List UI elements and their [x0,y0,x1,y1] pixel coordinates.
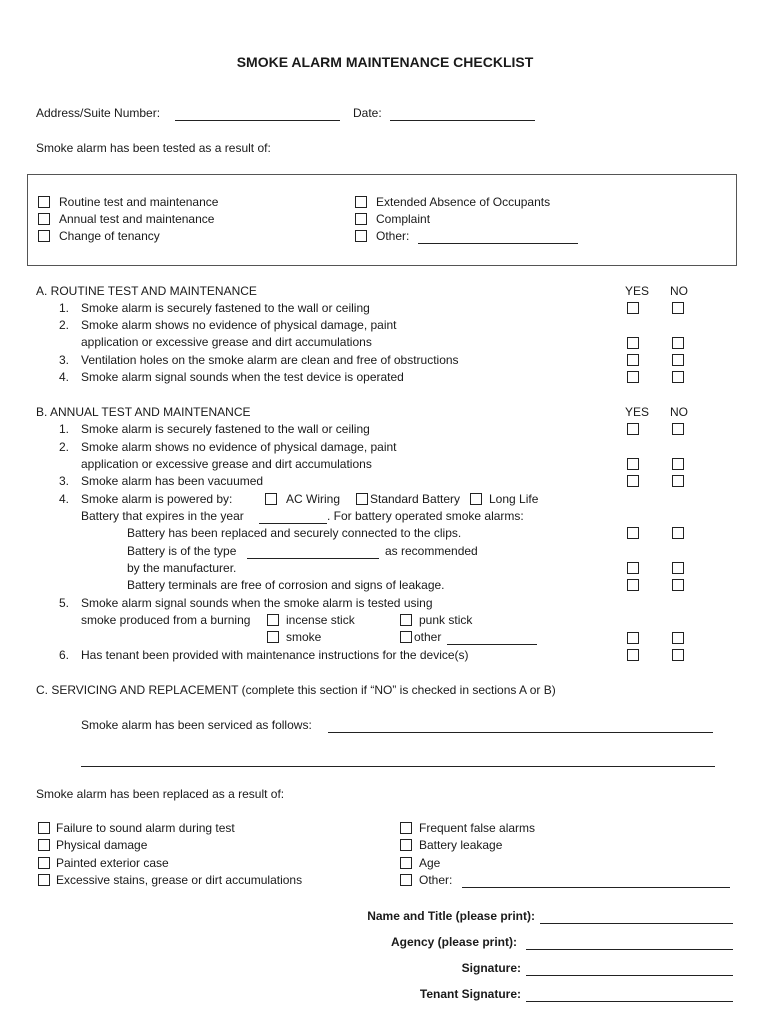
item-number: 2. [59,318,70,332]
battery-leakage-label: Battery leakage [419,838,503,852]
battery-type-label: Battery is of the type [127,544,237,558]
address-field[interactable] [175,120,340,121]
routine-test-checkbox[interactable] [38,196,50,208]
section-c-heading: C. SERVICING AND REPLACEMENT (complete this section if “NO” is checked in sections A or B) [36,683,556,697]
item-number: 1. [59,301,70,315]
other-replacement-label: Other: [419,873,453,887]
by-manufacturer-label: by the manufacturer. [127,561,237,575]
routine-test-label: Routine test and maintenance [59,195,219,209]
complaint-label: Complaint [376,212,431,226]
annual-test-checkbox[interactable] [38,213,50,225]
long-life-checkbox[interactable] [470,493,482,505]
serviced-field[interactable] [328,732,713,733]
item-text: Smoke alarm signal sounds when the test device is operated [81,370,404,384]
punk-stick-checkbox[interactable] [400,614,412,626]
a1-yes-checkbox[interactable] [627,302,639,314]
battery-terminals-label: Battery terminals are free of corrosion and signs of leakage. [127,578,445,592]
change-tenancy-checkbox[interactable] [38,230,50,242]
incense-stick-checkbox[interactable] [267,614,279,626]
replaced-label: Smoke alarm has been replaced as a result of: [36,787,285,801]
item-number: 4. [59,492,70,506]
item-text: Smoke alarm shows no evidence of physical damage, paint [81,440,397,454]
a3-yes-checkbox[interactable] [627,354,639,366]
physical-damage-checkbox[interactable] [38,839,50,851]
item-text: application or excessive grease and dirt accumulations [81,335,372,349]
b6-no-checkbox[interactable] [672,649,684,661]
other-reason-field[interactable] [418,243,578,244]
b3-yes-checkbox[interactable] [627,475,639,487]
change-tenancy-label: Change of tenancy [59,229,160,243]
name-title-label: Name and Title (please print): [367,909,535,923]
item-number: 3. [59,353,70,367]
as-recommended-label: as recommended [385,544,478,558]
standard-battery-label: Standard Battery [370,492,461,506]
false-alarms-checkbox[interactable] [400,822,412,834]
serviced-label: Smoke alarm has been serviced as follows: [81,718,312,732]
no-header-a: NO [670,284,688,298]
other-source-field[interactable] [447,644,537,645]
b4-terminals-yes-checkbox[interactable] [627,579,639,591]
b3-no-checkbox[interactable] [672,475,684,487]
no-header-b: NO [670,405,688,419]
yes-header-a: YES [625,284,650,298]
date-field[interactable] [390,120,535,121]
failure-sound-label: Failure to sound alarm during test [56,821,235,835]
ac-wiring-checkbox[interactable] [265,493,277,505]
item-text: Smoke alarm is securely fastened to the wall or ceiling [81,301,370,315]
ac-wiring-label: AC Wiring [286,492,341,506]
agency-field[interactable] [526,949,733,950]
incense-stick-label: incense stick [286,613,355,627]
battery-operated-label: . For battery operated smoke alarms: [327,509,524,523]
date-label: Date: [353,106,382,120]
a3-no-checkbox[interactable] [672,354,684,366]
item-number: 4. [59,370,70,384]
item-number: 5. [59,596,70,610]
other-reason-label: Other: [376,229,410,243]
excessive-stains-checkbox[interactable] [38,874,50,886]
signature-field[interactable] [526,975,733,976]
long-life-label: Long Life [489,492,539,506]
section-a-heading: A. ROUTINE TEST AND MAINTENANCE [36,284,257,298]
item-text: Ventilation holes on the smoke alarm are clean and free of obstructions [81,353,459,367]
serviced-field-line-2[interactable] [81,766,715,767]
tenant-signature-field[interactable] [526,1001,733,1002]
page-title: SMOKE ALARM MAINTENANCE CHECKLIST [236,54,534,70]
painted-case-label: Painted exterior case [56,856,169,870]
item-text: Smoke alarm signal sounds when the smoke alarm is tested using [81,596,433,610]
yes-header-b: YES [625,405,650,419]
b4-type-yes-checkbox[interactable] [627,562,639,574]
complaint-checkbox[interactable] [355,213,367,225]
item-text: Has tenant been provided with maintenance instructions for the device(s) [81,648,469,662]
b4-terminals-no-checkbox[interactable] [672,579,684,591]
item-number: 2. [59,440,70,454]
name-title-field[interactable] [540,923,733,924]
b4-replaced-yes-checkbox[interactable] [627,527,639,539]
b4-type-no-checkbox[interactable] [672,562,684,574]
item-text: Smoke alarm is securely fastened to the wall or ceiling [81,422,370,436]
age-checkbox[interactable] [400,857,412,869]
address-label: Address/Suite Number: [36,106,161,120]
b1-yes-checkbox[interactable] [627,423,639,435]
b6-yes-checkbox[interactable] [627,649,639,661]
item-number: 3. [59,474,70,488]
smoke-checkbox[interactable] [267,631,279,643]
age-label: Age [419,856,441,870]
battery-leakage-checkbox[interactable] [400,839,412,851]
b5-yes-checkbox[interactable] [627,632,639,644]
standard-battery-checkbox[interactable] [356,493,368,505]
extended-absence-checkbox[interactable] [355,196,367,208]
punk-stick-label: punk stick [419,613,473,627]
tenant-signature-label: Tenant Signature: [419,987,521,1001]
other-source-checkbox[interactable] [400,631,412,643]
annual-test-label: Annual test and maintenance [59,212,215,226]
item-number: 6. [59,648,70,662]
item-text: smoke produced from a burning [81,613,251,627]
b2-no-checkbox[interactable] [672,458,684,470]
item-text: Smoke alarm is powered by: [81,492,233,506]
item-text: application or excessive grease and dirt accumulations [81,457,372,471]
other-reason-checkbox[interactable] [355,230,367,242]
b1-no-checkbox[interactable] [672,423,684,435]
other-replacement-field[interactable] [462,887,730,888]
section-b-heading: B. ANNUAL TEST AND MAINTENANCE [36,405,251,419]
b4-replaced-no-checkbox[interactable] [672,527,684,539]
tested-label: Smoke alarm has been tested as a result of: [36,141,271,155]
agency-label: Agency (please print): [390,935,517,949]
false-alarms-label: Frequent false alarms [419,821,536,835]
painted-case-checkbox[interactable] [38,857,50,869]
other-replacement-checkbox[interactable] [400,874,412,886]
item-number: 1. [59,422,70,436]
extended-absence-label: Extended Absence of Occupants [376,195,551,209]
failure-sound-checkbox[interactable] [38,822,50,834]
excessive-stains-label: Excessive stains, grease or dirt accumulations [56,873,303,887]
a1-no-checkbox[interactable] [672,302,684,314]
a2-no-checkbox[interactable] [672,337,684,349]
smoke-label: smoke [286,630,322,644]
signature-label: Signature: [461,961,521,975]
expiry-year-field[interactable] [259,523,327,524]
expiry-label: Battery that expires in the year [81,509,244,523]
b5-no-checkbox[interactable] [672,632,684,644]
b2-yes-checkbox[interactable] [627,458,639,470]
other-source-label: other [414,630,442,644]
a4-yes-checkbox[interactable] [627,371,639,383]
a4-no-checkbox[interactable] [672,371,684,383]
battery-replaced-label: Battery has been replaced and securely connected to the clips. [127,526,462,540]
item-text: Smoke alarm has been vacuumed [81,474,264,488]
physical-damage-label: Physical damage [56,838,148,852]
item-text: Smoke alarm shows no evidence of physical damage, paint [81,318,397,332]
a2-yes-checkbox[interactable] [627,337,639,349]
battery-type-field[interactable] [247,558,379,559]
